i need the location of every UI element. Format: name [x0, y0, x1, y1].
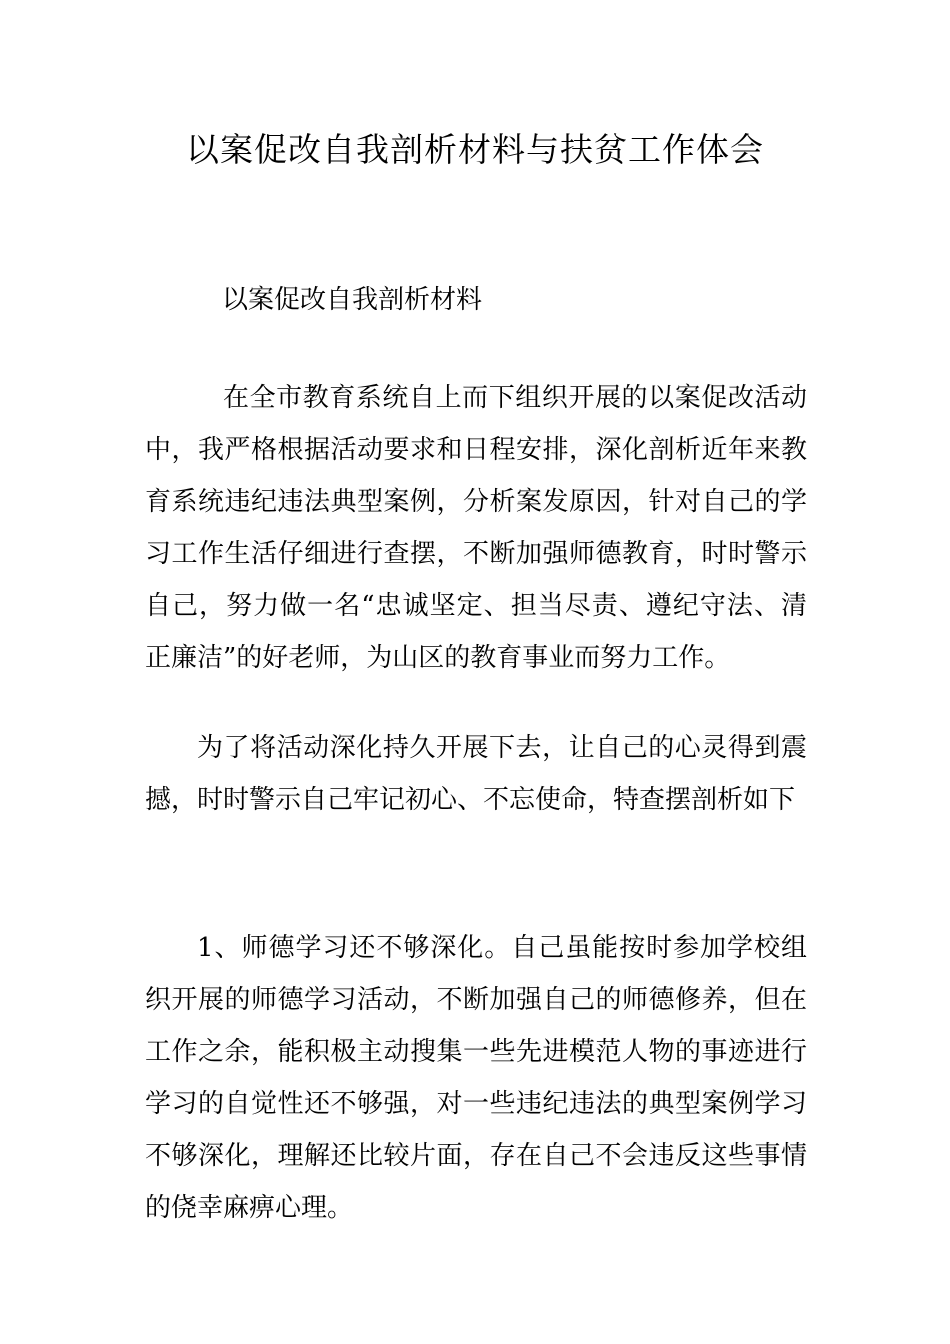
document-title: 以案促改自我剖析材料与扶贫工作体会	[186, 130, 764, 169]
paragraph-intro: 在全市教育系统自上而下组织开展的以案促改活动中，我严格根据活动要求和日程安排，深化剖析近年来教育系统违纪违法典型案例，分析案发原因，针对自己的学习工作生活仔细进行查摆，不断加强师德教育，时时警示自己，努力做一名“忠诚坚定、担当尽责、遵纪守法、清正廉洁”的好老师，为山区的教育事业而努力工作。	[145, 383, 807, 673]
paragraph-item-1: 1、师德学习还不够深化。自己虽能按时参加学校组织开展的师德学习活动，不断加强自己的师德修养，但在工作之余，能积极主动搜集一些先进模范人物的事迹进行学习的自觉性还不够强，对一些违纪违法的典型案例学习不够深化，理解还比较片面，存在自己不会违反这些事情的侥幸麻痹心理。	[145, 933, 807, 1223]
section-subtitle: 以案促改自我剖析材料	[222, 285, 483, 315]
paragraph-purpose: 为了将活动深化持久开展下去，让自己的心灵得到震撼，时时警示自己牢记初心、不忘使命，特查摆剖析如下	[145, 733, 807, 815]
